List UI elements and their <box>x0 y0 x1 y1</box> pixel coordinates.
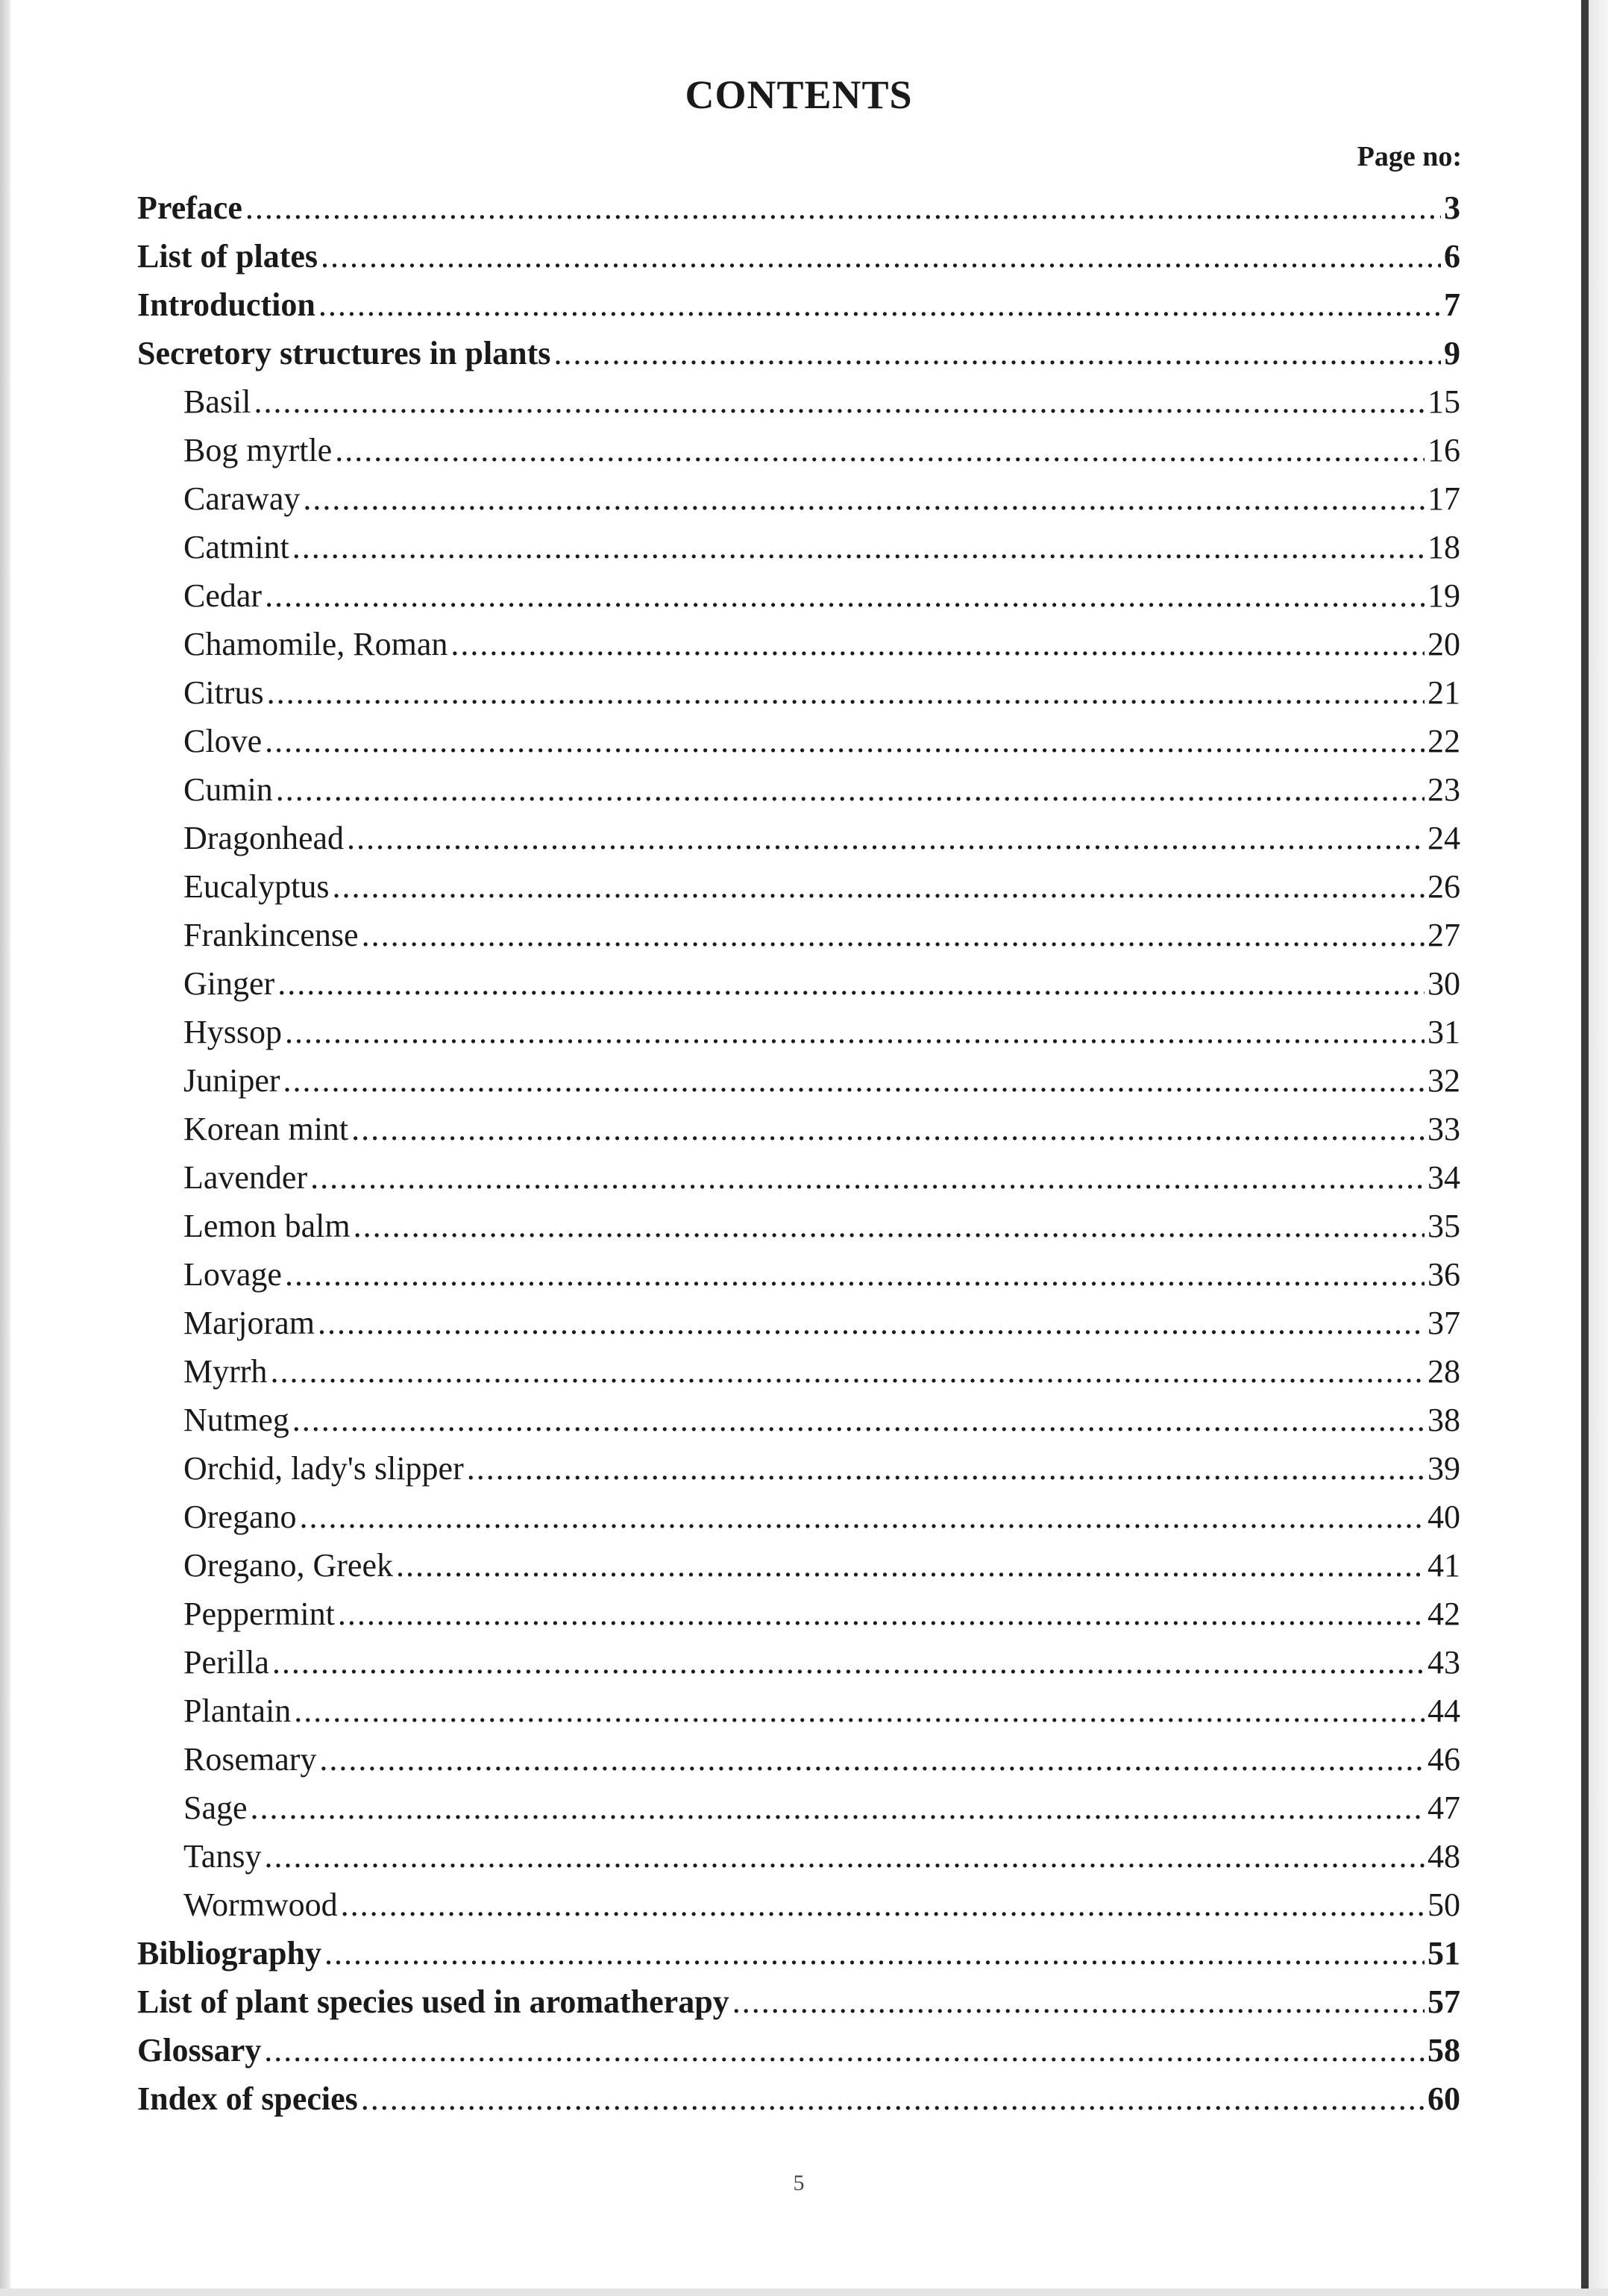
toc-entry-page-number: 16 <box>1428 432 1460 468</box>
toc-entry-page-number: 6 <box>1444 238 1460 275</box>
toc-dot-leader <box>732 1977 1425 2026</box>
toc-entry-page-number: 34 <box>1428 1159 1460 1196</box>
toc-entry <box>137 329 1460 377</box>
toc-entry <box>137 717 1460 765</box>
toc-entry <box>137 1638 1460 1687</box>
toc-dot-leader <box>300 1493 1425 1541</box>
toc-entry <box>137 1977 1460 2026</box>
toc-entry-title: Sage <box>183 1790 248 1826</box>
toc-entry-page-number: 23 <box>1428 771 1460 808</box>
toc-entry-title: Eucalyptus <box>183 868 330 905</box>
toc-entry-title: Ginger <box>183 965 275 1002</box>
toc-entry-title: Cedar <box>183 577 263 614</box>
toc-entry-title: Perilla <box>183 1644 269 1681</box>
toc-dot-leader <box>318 1299 1425 1347</box>
toc-dot-leader <box>310 1153 1425 1202</box>
toc-entry-title: Juniper <box>183 1062 280 1099</box>
toc-entry-page-number: 28 <box>1428 1353 1460 1390</box>
toc-dot-leader <box>553 329 1441 377</box>
toc-entry <box>137 911 1460 959</box>
scan-edge-bottom <box>0 2289 1608 2296</box>
toc-entry <box>137 1008 1460 1056</box>
toc-entry-page-number: 18 <box>1428 529 1460 565</box>
toc-entry <box>137 862 1460 911</box>
toc-entry-page-number: 39 <box>1428 1450 1460 1487</box>
toc-entry-page-number: 58 <box>1428 2032 1460 2068</box>
toc-entry-title: Dragonhead <box>183 820 345 856</box>
toc-entry-page-number: 24 <box>1428 820 1460 856</box>
toc-entry <box>137 184 1460 232</box>
toc-entry-page-number: 57 <box>1428 1983 1460 2020</box>
toc-entry-page-number: 44 <box>1428 1693 1460 1729</box>
toc-entry-page-number: 15 <box>1428 383 1460 420</box>
toc-entry-page-number: 47 <box>1428 1790 1460 1826</box>
toc-entry <box>137 1735 1460 1784</box>
toc-entry-page-number: 60 <box>1428 2080 1460 2117</box>
toc-entry-page-number: 31 <box>1428 1014 1460 1050</box>
toc-entry-title: Wormwood <box>183 1886 338 1923</box>
toc-entry <box>137 280 1460 329</box>
toc-entry <box>137 1881 1460 1929</box>
toc-entry-title: Oregano <box>183 1499 297 1535</box>
toc-dot-leader <box>264 1832 1425 1881</box>
toc-dot-leader <box>267 668 1425 717</box>
toc-entry-title: Introduction <box>137 286 315 323</box>
toc-entry-page-number: 26 <box>1428 868 1460 905</box>
toc-entry-title: List of plates <box>137 238 318 275</box>
toc-entry-title: Nutmeg <box>183 1402 289 1438</box>
toc-entry-page-number: 22 <box>1428 723 1460 759</box>
toc-dot-leader <box>333 862 1425 911</box>
toc-entry-page-number: 19 <box>1428 577 1460 614</box>
toc-entry-title: Catmint <box>183 529 289 565</box>
toc-entry <box>137 1929 1460 1977</box>
toc-dot-leader <box>303 474 1425 523</box>
toc-entry-title: Lovage <box>183 1256 282 1293</box>
toc-entry <box>137 1444 1460 1493</box>
toc-entry <box>137 1396 1460 1444</box>
toc-dot-leader <box>318 280 1441 329</box>
toc-entry-title: Bog myrtle <box>183 432 333 468</box>
toc-entry <box>137 1056 1460 1105</box>
toc-entry-page-number: 7 <box>1444 286 1460 323</box>
toc-entry <box>137 1541 1460 1590</box>
toc-entry <box>137 1832 1460 1881</box>
toc-entry-page-number: 38 <box>1428 1402 1460 1438</box>
toc-entry-page-number: 46 <box>1428 1741 1460 1778</box>
toc-dot-leader <box>396 1541 1425 1590</box>
toc-entry <box>137 426 1460 474</box>
toc-entry-page-number: 42 <box>1428 1596 1460 1632</box>
toc-entry <box>137 2026 1460 2074</box>
toc-entry <box>137 1202 1460 1250</box>
toc-entry-title: List of plant species used in aromatherapy <box>137 1983 729 2020</box>
toc-entry <box>137 1493 1460 1541</box>
toc-entry <box>137 1590 1460 1638</box>
toc-dot-leader <box>347 814 1425 862</box>
toc-dot-leader <box>270 1347 1425 1396</box>
scan-edge-right-line <box>1581 0 1589 2296</box>
toc-entry-page-number: 32 <box>1428 1062 1460 1099</box>
toc-entry-title: Rosemary <box>183 1741 317 1778</box>
toc-entry-title: Bibliography <box>137 1935 321 1972</box>
toc-entry <box>137 232 1460 280</box>
toc-entry-page-number: 20 <box>1428 626 1460 662</box>
toc-entry <box>137 2074 1460 2123</box>
toc-entry <box>137 474 1460 523</box>
toc-entry-page-number: 48 <box>1428 1838 1460 1875</box>
toc-entry-page-number: 27 <box>1428 917 1460 953</box>
toc-dot-leader <box>245 184 1441 232</box>
toc-entry-title: Glossary <box>137 2032 262 2068</box>
toc-dot-leader <box>272 1638 1425 1687</box>
toc-entry <box>137 1784 1460 1832</box>
toc-entry <box>137 523 1460 571</box>
scan-edge-right <box>1589 0 1608 2296</box>
toc-entry-page-number: 51 <box>1428 1935 1460 1972</box>
toc-entry-page-number: 50 <box>1428 1886 1460 1923</box>
toc-entry <box>137 765 1460 814</box>
toc-dot-leader <box>292 1396 1425 1444</box>
toc-dot-leader <box>251 1784 1425 1832</box>
scan-edge-left <box>0 0 10 2296</box>
toc-entry-title: Lemon balm <box>183 1208 351 1244</box>
toc-entry-page-number: 33 <box>1428 1111 1460 1147</box>
toc-entry-page-number: 37 <box>1428 1305 1460 1341</box>
toc-entry <box>137 1153 1460 1202</box>
toc-entry-title: Basil <box>183 383 251 420</box>
toc-dot-leader <box>362 911 1425 959</box>
toc-entry-title: Oregano, Greek <box>183 1547 393 1584</box>
toc-entry-title: Index of species <box>137 2080 358 2117</box>
toc-dot-leader <box>338 1590 1425 1638</box>
toc-entry-title: Frankincense <box>183 917 359 953</box>
toc-dot-leader <box>283 1056 1425 1105</box>
toc-entry-page-number: 17 <box>1428 480 1460 517</box>
toc-dot-leader <box>351 1105 1425 1153</box>
toc-entry-title: Citrus <box>183 674 264 711</box>
toc-dot-leader <box>321 232 1441 280</box>
toc-dot-leader <box>265 717 1425 765</box>
toc-dot-leader <box>265 571 1425 620</box>
toc-entry-page-number: 30 <box>1428 965 1460 1002</box>
toc-entry-title: Preface <box>137 189 242 226</box>
toc-entry-title: Caraway <box>183 480 301 517</box>
toc-dot-leader <box>285 1008 1425 1056</box>
toc-entry-page-number: 3 <box>1444 189 1460 226</box>
toc-entry-title: Orchid, lady's slipper <box>183 1450 464 1487</box>
toc-entry <box>137 571 1460 620</box>
toc-entry-page-number: 40 <box>1428 1499 1460 1535</box>
toc-dot-leader <box>264 2026 1425 2074</box>
toc-entry-title: Marjoram <box>183 1305 315 1341</box>
toc-entry-title: Secretory structures in plants <box>137 335 551 371</box>
toc-entry-title: Hyssop <box>183 1014 283 1050</box>
toc-dot-leader <box>335 426 1425 474</box>
toc-dot-leader <box>324 1929 1425 1977</box>
toc-entry <box>137 1250 1460 1299</box>
toc-dot-leader <box>341 1881 1425 1929</box>
toc-entry-page-number: 43 <box>1428 1644 1460 1681</box>
toc-entry-title: Plantain <box>183 1693 292 1729</box>
toc-entry <box>137 814 1460 862</box>
toc-dot-leader <box>450 620 1425 668</box>
toc-dot-leader <box>254 377 1425 426</box>
table-of-contents <box>137 184 1460 2123</box>
toc-entry-page-number: 35 <box>1428 1208 1460 1244</box>
toc-entry-title: Tansy <box>183 1838 262 1875</box>
page-number-column-header: Page no: <box>1357 141 1462 172</box>
page-folio-number: 5 <box>793 2171 805 2195</box>
toc-entry-title: Chamomile, Roman <box>183 626 448 662</box>
toc-entry-page-number: 21 <box>1428 674 1460 711</box>
toc-entry-title: Cumin <box>183 771 273 808</box>
toc-entry <box>137 1105 1460 1153</box>
toc-dot-leader <box>319 1735 1425 1784</box>
toc-entry-title: Myrrh <box>183 1353 268 1390</box>
toc-entry <box>137 1347 1460 1396</box>
toc-entry <box>137 959 1460 1008</box>
toc-entry <box>137 620 1460 668</box>
toc-entry-title: Clove <box>183 723 263 759</box>
toc-entry-page-number: 36 <box>1428 1256 1460 1293</box>
toc-entry-page-number: 9 <box>1444 335 1460 371</box>
toc-entry-title: Lavender <box>183 1159 308 1196</box>
toc-dot-leader <box>361 2074 1425 2123</box>
toc-entry <box>137 668 1460 717</box>
toc-dot-leader <box>292 523 1425 571</box>
toc-dot-leader <box>277 959 1425 1008</box>
toc-dot-leader <box>467 1444 1425 1493</box>
toc-entry-title: Korean mint <box>183 1111 349 1147</box>
toc-entry <box>137 1299 1460 1347</box>
toc-entry-title: Peppermint <box>183 1596 335 1632</box>
toc-entry <box>137 377 1460 426</box>
toc-entry <box>137 1687 1460 1735</box>
toc-dot-leader <box>294 1687 1425 1735</box>
toc-dot-leader <box>276 765 1425 814</box>
page-title: CONTENTS <box>685 72 913 117</box>
toc-dot-leader <box>354 1202 1425 1250</box>
toc-entry-page-number: 41 <box>1428 1547 1460 1584</box>
toc-dot-leader <box>285 1250 1425 1299</box>
